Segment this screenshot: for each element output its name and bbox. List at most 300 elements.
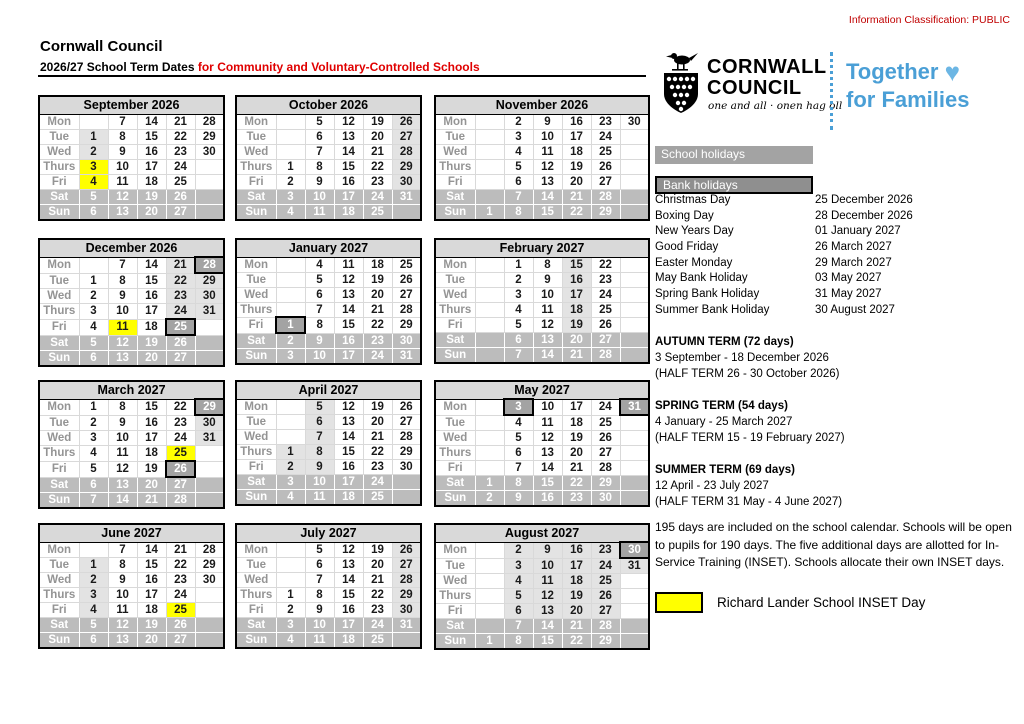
day-cell: 13 — [533, 446, 562, 461]
day-cell: 14 — [334, 572, 363, 587]
day-cell: 1 — [79, 557, 108, 572]
day-cell: 28 — [195, 114, 224, 129]
day-cell: 11 — [334, 257, 363, 272]
day-label: Sat — [236, 189, 276, 204]
day-cell: 13 — [108, 351, 137, 367]
bank-holiday-name: Spring Bank Holiday — [655, 288, 760, 301]
day-label: Wed — [236, 429, 276, 444]
day-cell: 14 — [533, 461, 562, 476]
day-cell: 17 — [562, 287, 591, 302]
day-cell: 24 — [363, 617, 392, 632]
day-cell: 14 — [533, 347, 562, 363]
day-cell — [475, 159, 504, 174]
day-cell: 2 — [504, 114, 533, 129]
day-cell: 8 — [504, 634, 533, 650]
day-cell: 17 — [137, 159, 166, 174]
subtitle-red: for Community and Voluntary-Controlled Schools — [197, 60, 480, 74]
day-label: Fri — [236, 174, 276, 189]
day-label: Sat — [435, 619, 475, 634]
day-cell: 8 — [305, 444, 334, 459]
day-cell: 7 — [504, 461, 533, 476]
day-cell: 28 — [392, 302, 421, 317]
day-cell: 15 — [533, 634, 562, 650]
day-cell: 7 — [305, 572, 334, 587]
day-label: Mon — [39, 114, 79, 129]
bank-holiday-date: 30 August 2027 — [815, 303, 895, 316]
day-cell: 15 — [334, 444, 363, 459]
day-cell: 17 — [562, 399, 591, 415]
day-cell: 30 — [620, 542, 649, 558]
day-cell: 27 — [392, 129, 421, 144]
day-cell: 28 — [195, 257, 224, 273]
day-label: Mon — [39, 399, 79, 415]
day-cell: 29 — [195, 273, 224, 289]
day-cell — [620, 287, 649, 302]
day-cell — [276, 429, 305, 444]
day-label: Sun — [435, 347, 475, 363]
day-cell: 11 — [305, 632, 334, 648]
day-cell: 19 — [363, 114, 392, 129]
day-cell: 12 — [108, 461, 137, 477]
day-cell: 27 — [591, 604, 620, 619]
day-cell: 24 — [166, 159, 195, 174]
day-cell: 25 — [166, 319, 195, 335]
day-cell: 26 — [591, 431, 620, 446]
day-label: Mon — [39, 257, 79, 273]
day-cell: 20 — [363, 129, 392, 144]
day-cell: 19 — [363, 399, 392, 414]
day-cell: 22 — [166, 557, 195, 572]
day-cell: 9 — [305, 602, 334, 617]
day-cell: 27 — [166, 632, 195, 648]
day-label: Sun — [435, 634, 475, 650]
day-cell: 24 — [591, 558, 620, 574]
day-cell: 10 — [305, 617, 334, 632]
day-cell: 30 — [591, 491, 620, 507]
day-cell: 29 — [392, 159, 421, 174]
page-title: Cornwall Council — [40, 38, 163, 55]
day-cell: 24 — [363, 349, 392, 365]
day-cell: 24 — [166, 304, 195, 320]
day-cell: 18 — [562, 302, 591, 317]
bank-holiday-date: 03 May 2027 — [815, 272, 882, 285]
day-label: Mon — [236, 257, 276, 272]
day-cell: 9 — [504, 491, 533, 507]
day-cell: 11 — [533, 144, 562, 159]
day-cell: 16 — [334, 333, 363, 349]
day-cell: 7 — [305, 144, 334, 159]
day-label: Wed — [39, 572, 79, 587]
calendar-june-2027 — [38, 523, 225, 649]
day-cell — [475, 431, 504, 446]
day-cell: 8 — [108, 273, 137, 289]
autumn-term-dates: 3 September - 18 December 2026 — [655, 352, 829, 364]
day-cell: 30 — [620, 114, 649, 129]
day-cell: 16 — [137, 144, 166, 159]
day-cell: 23 — [591, 114, 620, 129]
day-cell — [620, 446, 649, 461]
day-cell: 1 — [475, 634, 504, 650]
day-cell: 30 — [195, 415, 224, 431]
bank-holiday-row — [655, 256, 1015, 272]
day-cell: 8 — [533, 257, 562, 272]
day-cell: 21 — [137, 493, 166, 509]
calendar-november-2026 — [434, 95, 650, 221]
day-cell: 5 — [504, 589, 533, 604]
day-cell: 14 — [137, 114, 166, 129]
day-cell: 29 — [591, 476, 620, 491]
day-cell: 15 — [334, 159, 363, 174]
summer-term-dates: 12 April - 23 July 2027 — [655, 480, 769, 492]
day-cell: 27 — [392, 287, 421, 302]
day-cell: 22 — [166, 129, 195, 144]
bank-holiday-name: Easter Monday — [655, 256, 733, 269]
inset-day-legend — [655, 592, 925, 613]
day-cell: 2 — [276, 602, 305, 617]
day-cell: 17 — [137, 587, 166, 602]
day-cell: 6 — [79, 477, 108, 493]
subtitle-black: 2026/27 School Term Dates — [40, 60, 198, 74]
day-label: Fri — [435, 461, 475, 476]
bank-holiday-row — [655, 224, 1015, 240]
day-cell: 7 — [108, 257, 137, 273]
day-cell: 31 — [195, 431, 224, 446]
heart-icon: ♥ — [944, 57, 961, 87]
day-cell: 14 — [334, 144, 363, 159]
day-cell — [620, 272, 649, 287]
day-label: Wed — [39, 289, 79, 304]
day-cell: 6 — [504, 332, 533, 347]
day-cell: 22 — [363, 587, 392, 602]
day-cell: 25 — [591, 302, 620, 317]
day-cell: 24 — [591, 129, 620, 144]
day-cell: 25 — [363, 489, 392, 505]
day-cell: 17 — [562, 129, 591, 144]
day-cell: 21 — [363, 144, 392, 159]
day-cell — [475, 558, 504, 574]
day-cell: 31 — [392, 617, 421, 632]
day-cell: 17 — [137, 431, 166, 446]
day-cell: 12 — [533, 317, 562, 332]
day-cell: 6 — [305, 287, 334, 302]
day-cell: 26 — [166, 461, 195, 477]
day-cell: 20 — [137, 477, 166, 493]
day-cell: 20 — [363, 287, 392, 302]
day-cell: 1 — [79, 129, 108, 144]
day-cell: 22 — [562, 634, 591, 650]
day-label: Sun — [39, 493, 79, 509]
day-cell: 22 — [562, 476, 591, 491]
day-cell — [475, 347, 504, 363]
day-cell: 16 — [533, 491, 562, 507]
day-cell: 15 — [533, 476, 562, 491]
day-label: Sat — [435, 476, 475, 491]
day-cell: 3 — [79, 159, 108, 174]
bank-holiday-name: May Bank Holiday — [655, 272, 748, 285]
day-cell: 8 — [108, 557, 137, 572]
day-label: Fri — [435, 604, 475, 619]
day-cell: 10 — [108, 587, 137, 602]
day-label: Tue — [435, 272, 475, 287]
day-cell: 6 — [504, 174, 533, 189]
day-cell: 13 — [334, 414, 363, 429]
day-label: Mon — [435, 399, 475, 415]
day-cell: 15 — [137, 557, 166, 572]
bank-holiday-name: Good Friday — [655, 241, 719, 254]
day-label: Wed — [236, 572, 276, 587]
day-label: Thurs — [435, 159, 475, 174]
inset-days-note: 195 days are included on the school calendar. Schools will be open to pupils for 190 days. The five additional days are allotted for In-Service Training (INSET). Schools allocate their own INSET days. — [655, 520, 1012, 569]
day-cell: 15 — [533, 204, 562, 220]
day-label: Tue — [39, 415, 79, 431]
day-cell: 13 — [108, 477, 137, 493]
day-cell: 24 — [363, 474, 392, 489]
day-cell: 1 — [276, 317, 305, 333]
day-cell: 8 — [305, 159, 334, 174]
day-label: Thurs — [39, 587, 79, 602]
day-cell: 27 — [166, 477, 195, 493]
day-cell — [276, 302, 305, 317]
day-cell: 1 — [79, 273, 108, 289]
day-cell: 19 — [363, 542, 392, 557]
day-cell: 18 — [137, 602, 166, 617]
month-title: February 2027 — [435, 239, 649, 257]
day-cell: 6 — [79, 351, 108, 367]
day-label: Thurs — [39, 446, 79, 462]
day-cell: 23 — [363, 174, 392, 189]
day-cell — [195, 189, 224, 204]
day-label: Thurs — [39, 304, 79, 320]
day-cell — [620, 415, 649, 431]
day-cell: 10 — [305, 189, 334, 204]
day-cell — [195, 632, 224, 648]
day-cell: 4 — [504, 574, 533, 589]
day-cell: 2 — [79, 415, 108, 431]
day-cell: 22 — [562, 204, 591, 220]
day-cell: 19 — [363, 272, 392, 287]
summer-half-term: (HALF TERM 31 May - 4 June 2027) — [655, 496, 843, 508]
day-label: Wed — [39, 144, 79, 159]
day-cell: 4 — [276, 632, 305, 648]
day-cell — [475, 604, 504, 619]
bank-holiday-date: 25 December 2026 — [815, 194, 913, 206]
day-cell: 22 — [363, 444, 392, 459]
day-cell: 25 — [166, 602, 195, 617]
day-cell: 26 — [591, 159, 620, 174]
day-cell: 17 — [137, 304, 166, 320]
day-cell: 23 — [363, 459, 392, 474]
day-cell: 2 — [79, 144, 108, 159]
day-cell: 8 — [108, 129, 137, 144]
bank-holidays-legend: Bank holidays — [655, 176, 813, 194]
day-cell: 11 — [108, 602, 137, 617]
day-cell: 6 — [504, 446, 533, 461]
day-label: Sat — [39, 477, 79, 493]
day-label: Tue — [39, 129, 79, 144]
day-cell — [392, 489, 421, 505]
day-cell: 9 — [533, 272, 562, 287]
day-cell — [475, 144, 504, 159]
day-cell: 14 — [533, 619, 562, 634]
day-cell: 3 — [504, 287, 533, 302]
day-cell: 23 — [166, 572, 195, 587]
day-label: Tue — [435, 415, 475, 431]
day-cell: 10 — [533, 399, 562, 415]
month-title: January 2027 — [236, 239, 421, 257]
day-label: Sat — [236, 474, 276, 489]
day-cell: 24 — [166, 431, 195, 446]
day-cell: 18 — [334, 489, 363, 505]
day-cell: 4 — [79, 446, 108, 462]
day-cell: 2 — [79, 289, 108, 304]
day-cell: 19 — [137, 189, 166, 204]
day-cell: 12 — [108, 617, 137, 632]
day-label: Sun — [236, 489, 276, 505]
day-cell: 13 — [334, 287, 363, 302]
day-label: Tue — [435, 129, 475, 144]
day-cell: 31 — [392, 349, 421, 365]
day-label: Sun — [39, 632, 79, 648]
title-divider — [38, 75, 646, 77]
day-cell: 26 — [392, 272, 421, 287]
day-cell — [195, 335, 224, 351]
day-cell — [276, 272, 305, 287]
day-label: Sun — [435, 491, 475, 507]
spring-term-title: SPRING TERM (54 days) — [655, 400, 788, 412]
day-cell: 20 — [562, 446, 591, 461]
day-cell: 28 — [591, 189, 620, 204]
tff-line2: for Families — [846, 87, 970, 112]
calendar-february-2027 — [434, 238, 650, 364]
day-cell: 12 — [108, 335, 137, 351]
day-label: Wed — [435, 431, 475, 446]
day-cell — [276, 414, 305, 429]
day-cell: 26 — [392, 399, 421, 414]
day-cell: 24 — [166, 587, 195, 602]
day-cell: 6 — [79, 204, 108, 220]
day-cell: 31 — [195, 304, 224, 320]
day-cell: 13 — [533, 174, 562, 189]
day-cell — [276, 287, 305, 302]
day-cell: 17 — [334, 617, 363, 632]
day-cell: 24 — [591, 399, 620, 415]
day-cell: 26 — [392, 114, 421, 129]
day-label: Thurs — [236, 302, 276, 317]
bank-holiday-name: Christmas Day — [655, 194, 731, 206]
day-label: Wed — [39, 431, 79, 446]
day-cell — [620, 257, 649, 272]
day-label: Fri — [236, 459, 276, 474]
day-cell: 3 — [276, 349, 305, 365]
day-cell — [620, 634, 649, 650]
day-cell — [79, 542, 108, 557]
day-label: Fri — [39, 319, 79, 335]
day-cell: 30 — [392, 174, 421, 189]
day-cell: 28 — [392, 429, 421, 444]
calendar-october-2026 — [235, 95, 422, 221]
day-cell: 21 — [562, 189, 591, 204]
day-cell: 3 — [79, 431, 108, 446]
day-cell: 27 — [591, 174, 620, 189]
day-cell: 5 — [79, 335, 108, 351]
spring-term — [655, 398, 1020, 446]
day-cell: 6 — [305, 557, 334, 572]
day-cell — [392, 474, 421, 489]
day-cell — [475, 129, 504, 144]
day-cell: 12 — [533, 431, 562, 446]
day-cell: 16 — [334, 459, 363, 474]
spring-term-dates: 4 January - 25 March 2027 — [655, 416, 793, 428]
day-label: Fri — [236, 317, 276, 333]
day-cell — [620, 332, 649, 347]
day-cell: 17 — [334, 349, 363, 365]
day-cell: 6 — [305, 414, 334, 429]
day-cell: 28 — [591, 619, 620, 634]
day-cell: 10 — [533, 129, 562, 144]
day-cell: 24 — [591, 287, 620, 302]
day-cell: 12 — [533, 589, 562, 604]
day-cell: 26 — [392, 542, 421, 557]
day-cell — [195, 446, 224, 462]
day-cell: 9 — [108, 144, 137, 159]
day-label: Fri — [435, 317, 475, 332]
day-cell: 14 — [108, 493, 137, 509]
day-cell — [392, 204, 421, 220]
inset-day-label: Richard Lander School INSET Day — [717, 595, 926, 610]
day-cell: 8 — [305, 587, 334, 602]
day-cell — [475, 287, 504, 302]
day-cell: 3 — [276, 474, 305, 489]
day-cell — [475, 542, 504, 558]
day-label: Tue — [39, 273, 79, 289]
day-label: Thurs — [236, 587, 276, 602]
day-cell: 11 — [108, 446, 137, 462]
month-title: June 2027 — [39, 524, 224, 542]
day-cell: 5 — [504, 159, 533, 174]
day-cell: 23 — [166, 144, 195, 159]
day-cell: 29 — [591, 634, 620, 650]
day-cell: 5 — [504, 431, 533, 446]
day-cell: 20 — [137, 204, 166, 220]
day-cell — [276, 557, 305, 572]
day-cell: 10 — [108, 304, 137, 320]
day-cell — [195, 319, 224, 335]
logo-dotted-divider — [830, 52, 833, 130]
day-cell: 12 — [108, 189, 137, 204]
day-cell: 21 — [562, 461, 591, 476]
day-cell — [195, 587, 224, 602]
day-cell: 29 — [195, 129, 224, 144]
day-cell: 18 — [334, 632, 363, 648]
bank-holiday-date: 31 May 2027 — [815, 288, 882, 301]
day-cell — [195, 602, 224, 617]
day-cell — [79, 114, 108, 129]
day-cell: 22 — [166, 273, 195, 289]
month-title: November 2026 — [435, 96, 649, 114]
day-cell: 3 — [276, 189, 305, 204]
day-label: Tue — [435, 558, 475, 574]
day-cell: 8 — [504, 476, 533, 491]
day-cell: 27 — [166, 204, 195, 220]
day-cell: 3 — [504, 399, 533, 415]
day-cell — [620, 574, 649, 589]
day-cell: 3 — [79, 587, 108, 602]
day-label: Mon — [236, 399, 276, 414]
day-cell: 8 — [504, 204, 533, 220]
day-label: Sat — [39, 189, 79, 204]
day-cell: 9 — [305, 459, 334, 474]
day-cell: 18 — [363, 257, 392, 272]
